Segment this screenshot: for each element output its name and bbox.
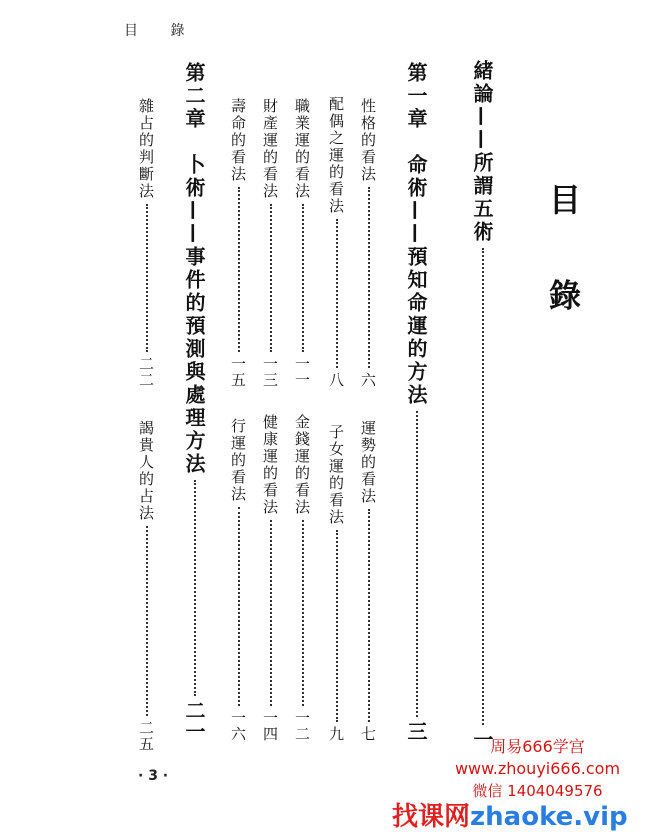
toc-entry-title: 職業運的看法 [293,98,311,200]
toc-entry-title: 金錢運的看法 [293,414,311,516]
toc-entry-page: 一四 [261,710,279,742]
toc-entry-1-10[interactable] [228,418,249,742]
toc-entry-page: 七 [359,726,377,742]
toc-entry-page: 六 [359,372,377,388]
watermark-brand-blue: zhaoke.vip [470,802,628,832]
leader-dots [368,509,370,722]
toc-entry-2-2[interactable] [136,420,157,752]
watermark-wechat: 微信 1404049576 [472,782,603,800]
toc-entry-page: 一 [470,729,494,750]
toc-entry-1-2[interactable] [358,420,379,742]
toc-entry-1-5[interactable] [292,98,313,388]
toc-entry-title: 性格的看法 [359,98,377,183]
toc-entry-intro[interactable] [468,60,497,750]
toc-entry-1-4[interactable] [326,424,347,742]
toc-entry-title: 運勢的看法 [359,420,377,505]
toc-entry-title: 行運的看法 [229,418,247,503]
leader-dots [194,480,196,696]
leader-dots [238,507,240,706]
toc-entry-title: 第二章 卜術——事件的預測與處理方法 [182,62,206,476]
toc-entry-page: 一五 [229,356,247,388]
toc-entry-page: 一六 [229,710,247,742]
leader-dots [336,530,338,722]
toc-entry-1-1[interactable] [358,98,379,388]
toc-entry-page: 九 [327,726,345,742]
toc-entry-1-9[interactable] [228,98,249,388]
page-title: 目 錄 [544,183,582,337]
watermark-line-1: 周易666学宫 [490,737,585,756]
leader-dots [146,526,148,716]
watermark-brand [392,796,628,833]
leader-dots [368,187,370,368]
toc-entry-title: 子女運的看法 [327,424,345,526]
leader-dots [146,204,148,352]
watermark [430,736,645,802]
leader-dots [482,248,484,725]
toc-entry-title: 配偶之運的看法 [327,96,345,215]
toc-entry-page: 三 [404,721,428,742]
toc-entry-1-7[interactable] [260,98,281,388]
toc-entry-title: 緒論——所謂五術 [470,60,494,244]
toc-entry-2-1[interactable] [136,98,157,388]
toc-entry-page: 八 [327,372,345,388]
toc-entry-1-6[interactable] [292,414,313,742]
page-number: · 3 · [138,768,169,784]
running-head: 目 錄 [124,23,199,39]
toc-entry-chapter-2[interactable] [180,62,209,742]
toc-entry-page: 一三 [261,356,279,388]
leader-dots [302,204,304,352]
watermark-url: www.zhouyi666.com [454,759,621,778]
leader-dots [270,204,272,352]
leader-dots [302,520,304,706]
watermark-brand-red: 找课网 [392,802,471,832]
leader-dots [238,187,240,352]
toc-entry-page: 一一 [293,356,311,388]
toc-entry-page: 二二 [137,356,155,388]
toc-entry-title: 第一章 命術——預知命運的方法 [404,62,428,407]
leader-dots [336,219,338,368]
toc-entry-title: 財產運的看法 [261,98,279,200]
toc-entry-chapter-1[interactable] [402,62,431,742]
toc-entry-page: 一二 [293,710,311,742]
toc-entry-1-3[interactable] [326,96,347,388]
toc-entry-page: 二一 [182,700,206,742]
toc-entry-title: 健康運的看法 [261,414,279,516]
leader-dots [416,411,418,717]
toc-entry-page: 二五 [137,720,155,752]
toc-entry-title: 雜占的判斷法 [137,98,155,200]
toc-entry-title: 壽命的看法 [229,98,247,183]
leader-dots [270,520,272,706]
toc-entry-1-8[interactable] [260,414,281,742]
toc-entry-title: 謁貴人的占法 [137,420,155,522]
